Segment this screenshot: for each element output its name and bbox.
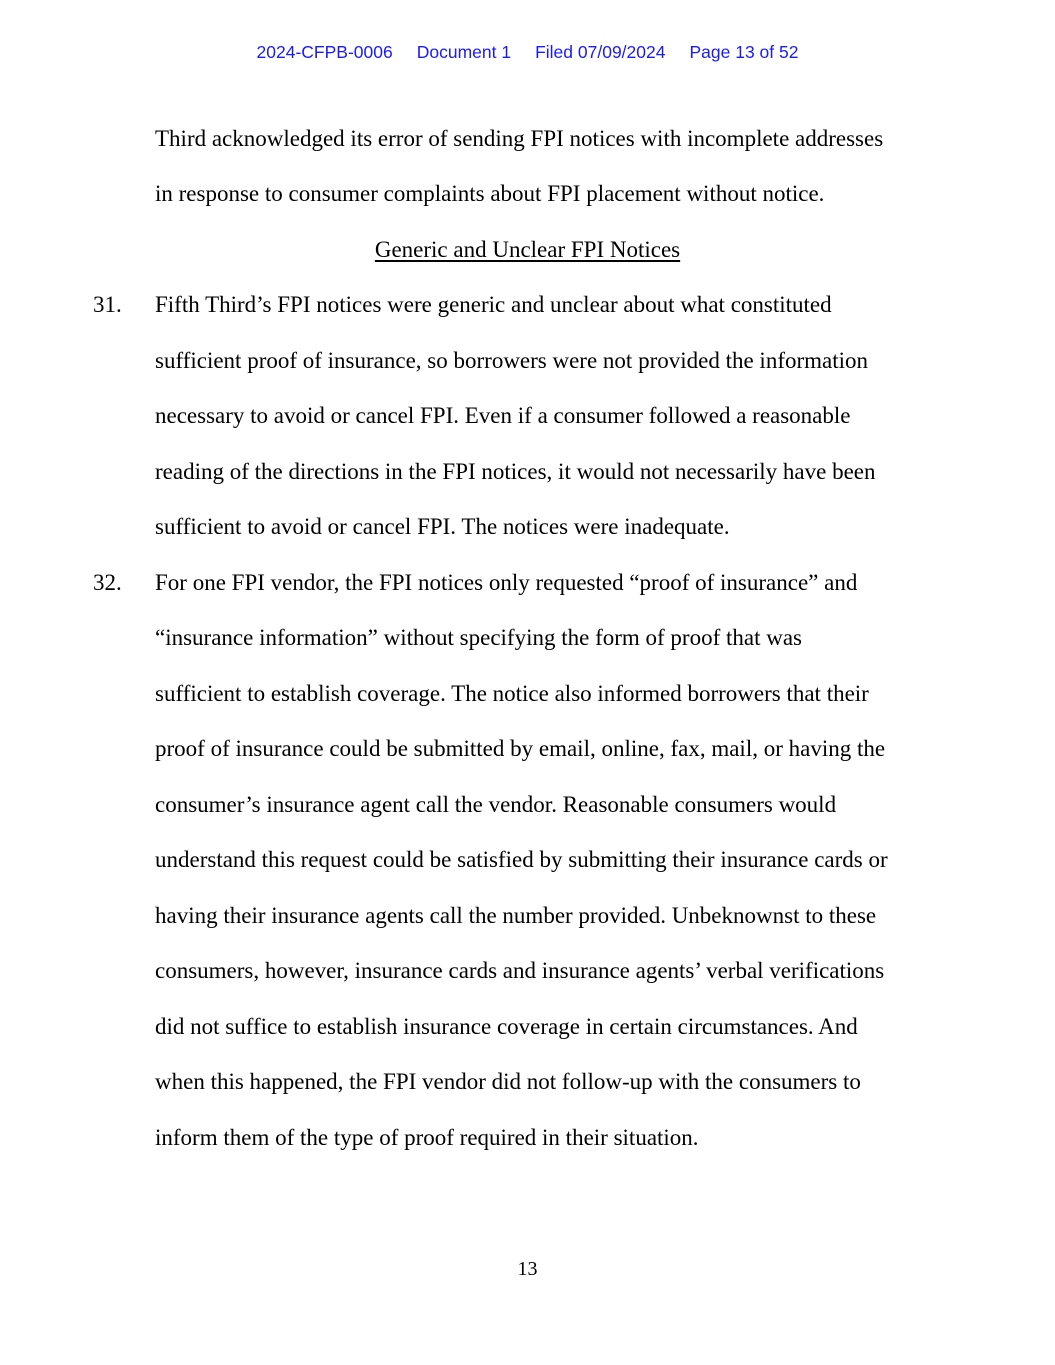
continuation-line: Third acknowledged its error of sending FPI notices with incomplete addresses <box>155 126 884 151</box>
paragraph-line: Fifth Third’s FPI notices were generic and unclear about what constituted <box>155 292 832 317</box>
filed-date: Filed 07/09/2024 <box>535 42 666 62</box>
filing-header <box>0 40 1055 64</box>
paragraph-line: did not suffice to establish insurance coverage in certain circumstances. And <box>155 1014 858 1039</box>
paragraph-line: proof of insurance could be submitted by email, online, fax, mail, or having the <box>155 736 886 761</box>
paragraph-line: sufficient to avoid or cancel FPI. The notices were inadequate. <box>155 514 730 539</box>
paragraph-line: consumer’s insurance agent call the vendor. Reasonable consumers would <box>155 792 837 817</box>
paragraph-line: necessary to avoid or cancel FPI. Even if a consumer followed a reasonable <box>155 403 851 428</box>
paragraph-line: inform them of the type of proof required in their situation. <box>155 1125 699 1150</box>
paragraph-line: consumers, however, insurance cards and insurance agents’ verbal verifications <box>155 958 885 983</box>
page-indicator: Page 13 of 52 <box>689 42 799 62</box>
paragraph-line: when this happened, the FPI vendor did not follow-up with the consumers to <box>155 1069 861 1094</box>
paragraph-line: sufficient to establish coverage. The notice also informed borrowers that their <box>155 681 869 706</box>
paragraph-line: understand this request could be satisfied by submitting their insurance cards or <box>155 847 888 872</box>
paragraph-number: 32. <box>93 570 122 595</box>
document-label: Document 1 <box>416 42 512 62</box>
paragraph-line: For one FPI vendor, the FPI notices only requested “proof of insurance” and <box>155 570 858 595</box>
paragraph-line: sufficient proof of insurance, so borrowers were not provided the information <box>155 348 869 373</box>
paragraph-line: having their insurance agents call the number provided. Unbeknownst to these <box>155 903 877 928</box>
continuation-line: in response to consumer complaints about FPI placement without notice. <box>155 181 825 206</box>
paragraph-line: “insurance information” without specifying the form of proof that was <box>155 625 803 650</box>
paragraph-line: reading of the directions in the FPI notices, it would not necessarily have been <box>155 459 876 484</box>
section-heading: Generic and Unclear FPI Notices <box>374 237 681 262</box>
page-number: 13 <box>517 1258 538 1280</box>
paragraph-number: 31. <box>93 292 122 317</box>
case-number: 2024-CFPB-0006 <box>256 42 393 62</box>
